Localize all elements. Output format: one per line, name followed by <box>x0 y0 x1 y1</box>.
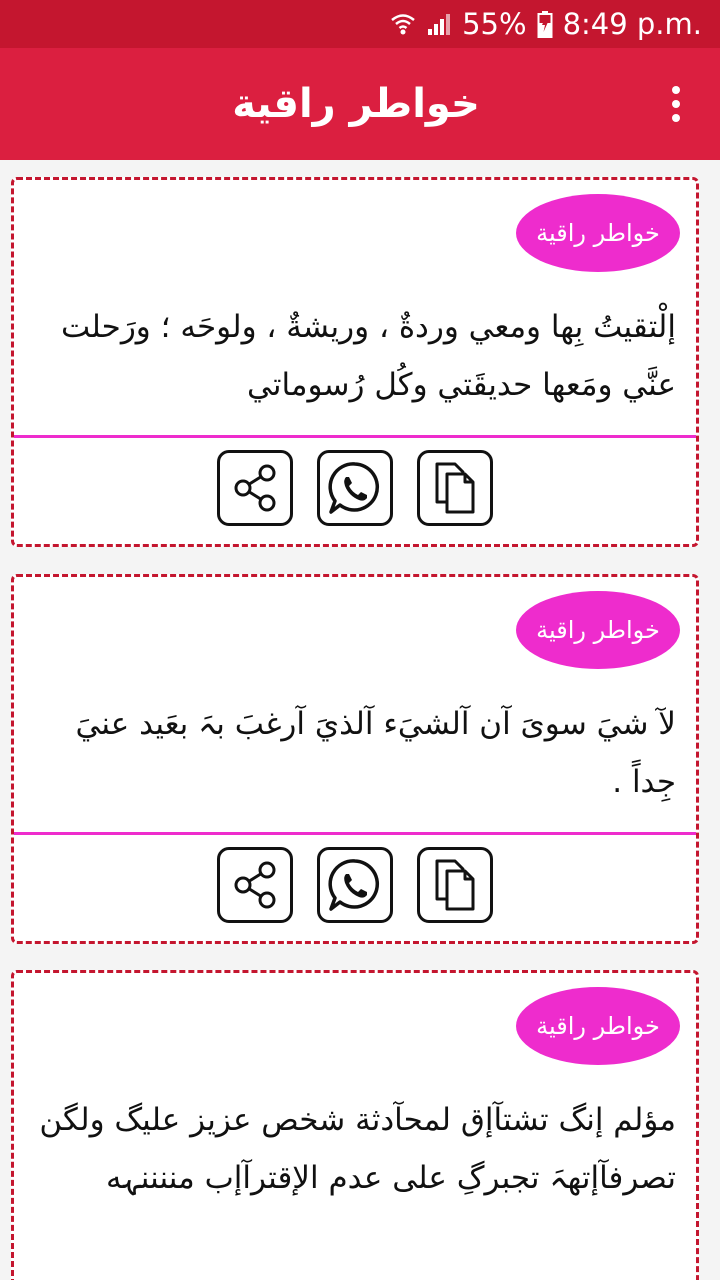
post-text: لآ شيَ سوىَ آن آلشيَء آلذيَ آرغبَ بہَ بعَيد عنيَ جِداً . <box>75 706 676 800</box>
share-button[interactable] <box>217 847 293 923</box>
divider <box>14 435 696 438</box>
divider <box>14 832 696 835</box>
signal-icon <box>426 11 452 37</box>
copy-button[interactable] <box>417 450 493 526</box>
battery-charging-icon <box>537 10 553 38</box>
app-bar <box>0 48 720 160</box>
post-card <box>11 970 699 1280</box>
copy-icon <box>429 857 481 913</box>
post-tag: خواطر راقية <box>516 987 680 1065</box>
post-list[interactable] <box>0 160 720 1280</box>
post-text: إلْتقيتُ بِها ومعي وردةٌ ، وريشةٌ ، ولوحَه ؛ ورَحلت عنَّي ومَعها حديقَتي وكُل رُسوماتي <box>60 309 676 403</box>
more-vert-icon-dot <box>672 114 680 122</box>
share-icon <box>229 859 281 911</box>
post-text: مؤلم إنگ تشتآإق لمحآدثة شخص عزيز عليگ ولگن تصرفآإتهہَ تجبرگِ على عدم الإقترآإب مننننہه <box>39 1102 676 1196</box>
whatsapp-icon <box>326 856 384 914</box>
copy-icon <box>429 460 481 516</box>
copy-button[interactable] <box>417 847 493 923</box>
post-card <box>11 177 699 547</box>
status-bar <box>0 0 720 48</box>
more-vert-icon <box>672 86 680 94</box>
battery-percent: 55% <box>462 7 527 41</box>
post-card <box>11 574 699 944</box>
wifi-calling-icon <box>390 11 416 37</box>
more-options-button[interactable] <box>656 78 696 130</box>
post-actions <box>14 448 696 528</box>
more-vert-icon-dot <box>672 100 680 108</box>
post-actions <box>14 845 696 925</box>
app-title: خواطر راقية <box>232 81 480 127</box>
post-tag: خواطر راقية <box>516 591 680 669</box>
whatsapp-button[interactable] <box>317 847 393 923</box>
share-button[interactable] <box>217 450 293 526</box>
share-icon <box>229 462 281 514</box>
whatsapp-button[interactable] <box>317 450 393 526</box>
whatsapp-icon <box>326 459 384 517</box>
clock: 8:49 p.m. <box>562 7 702 41</box>
post-tag: خواطر راقية <box>516 194 680 272</box>
